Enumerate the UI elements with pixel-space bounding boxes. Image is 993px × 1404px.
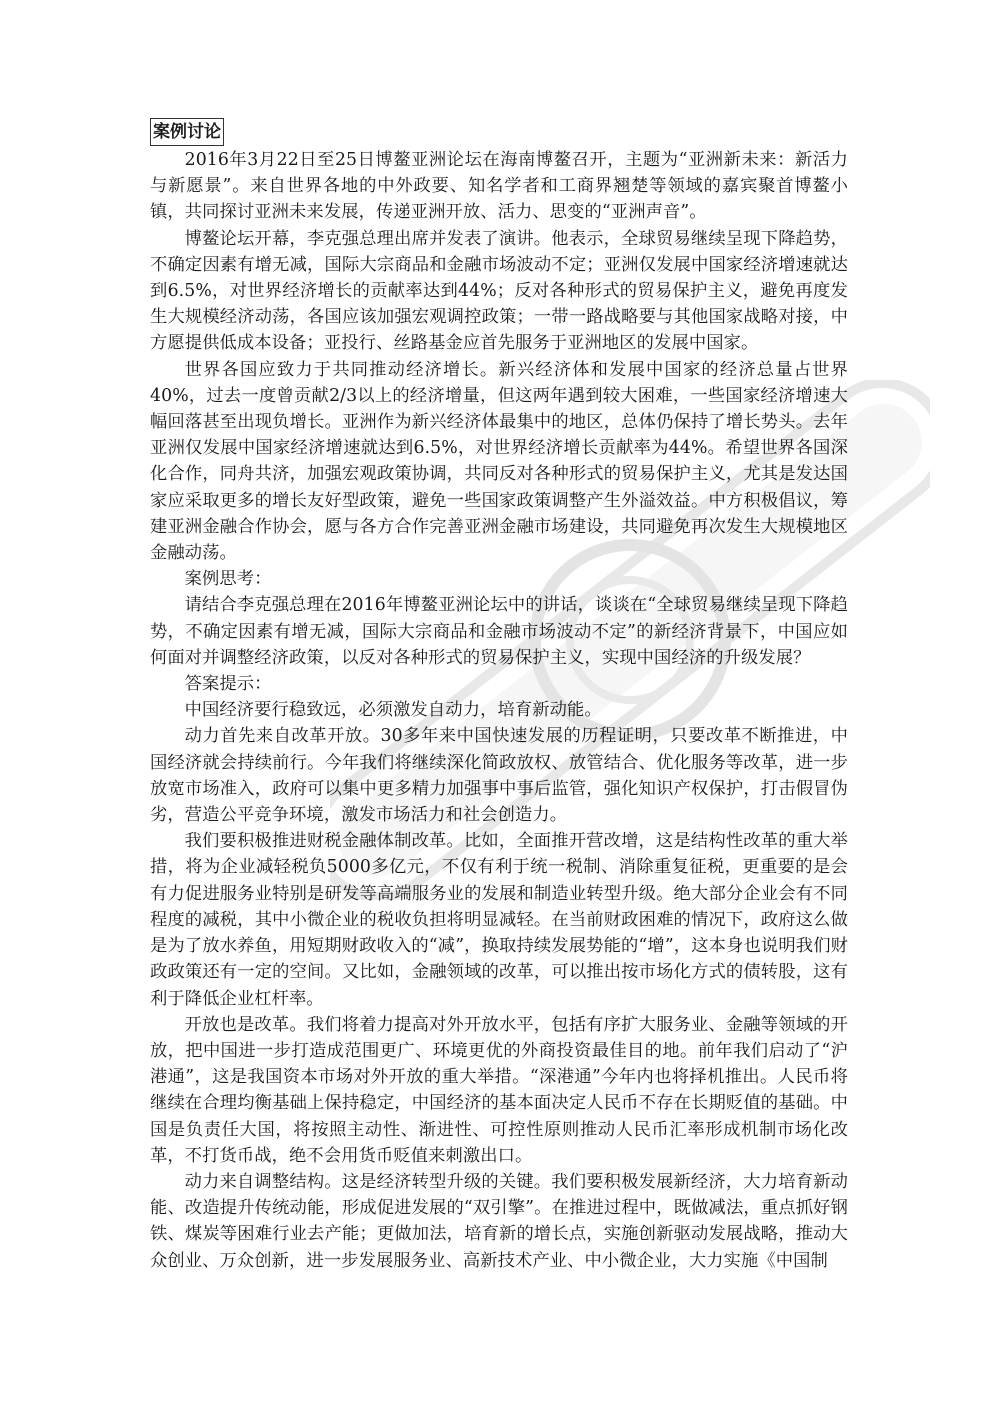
document-page <box>150 118 848 1274</box>
answer-summary: 中国经济要行稳致远，必须激发自动力，培育新动能。 <box>184 700 602 721</box>
paragraph-fiscal: 我们要积极推进财税金融体制改革。比如，全面推开营改增，这是结构性改革的重大举措，将为企业减轻税负5000多亿元，不仅有利于统一税制、消除重复征税，更重要的是会有力促进服务业特别是研发等高端服务业的发展和制造业转型升级。绝大部分企业会有不同程度的减税，其中小微企业的税收负担将明显减轻。在当前财政困难的情况下，政府这么做是为了放水养鱼，用短期财政收入的“减”，换取持续发展势能的“增”，这本身也说明我们财政政策还有一定的空间。又比如，金融领域的改革，可以推出按市场化方式的债转股，这有利于降低企业杠杆率。 <box>150 831 848 1009</box>
paragraph-speech: 博鳌论坛开幕，李克强总理出席并发表了演讲。他表示，全球贸易继续呈现下降趋势，不确定因素有增无减，国际大宗商品和金融市场波动不定；亚洲仅发展中国家经济增速就达到6.5%，对世界经济增长的贡献率达到44%；反对各种形式的贸易保护主义，避免再度发生大规模经济动荡，各国应该加强宏观调控政策；一带一路战略要与其他国家战略对接，中方愿提供低成本设备；亚投行、丝路基金应首先服务于亚洲地区的发展中国家。 <box>150 228 848 354</box>
case-question-label: 案例思考： <box>184 569 272 590</box>
paragraph-structure: 动力来自调整结构。这是经济转型升级的关键。我们要积极发展新经济，大力培育新动能、改造提升传统动能，形成促进发展的“双引擎”。在推进过程中，既做减法，重点抓好钢铁、煤炭等困难行业去产能；更做加法，培育新的增长点，实施创新驱动发展战略，推动大众创业、万众创新，进一步发展服务业、高新技术产业、中小微企业，大力实施《中国制 <box>150 1171 848 1271</box>
paragraph-opening: 开放也是改革。我们将着力提高对外开放水平，包括有序扩大服务业、金融等领域的开放，把中国进一步打造成范围更广、环境更优的外商投资最佳目的地。前年我们启动了“沪港通”，这是我国资本市场对外开放的重大举措。“深港通”今年内也将择机推出。人民币将继续在合理均衡基础上保持稳定，中国经济的基本面决定人民币不存在长期贬值的基础。中国是负责任大国，将按照主动性、渐进性、可控性原则推动人民币汇率形成机制市场化改革，不打货币战，绝不会用货币贬值来刺激出口。 <box>150 1014 848 1166</box>
section-heading: 案例讨论 <box>150 118 224 146</box>
paragraph-growth: 世界各国应致力于共同推动经济增长。新兴经济体和发展中国家的经济总量占世界40%，过去一度曾贡献2/3以上的经济增量，但这两年遇到较大困难，一些国家经济增速大幅回落甚至出现负增长。亚洲作为新兴经济体最集中的地区，总体仍保持了增长势头。去年亚洲仅发展中国家经济增速就达到6.5%，对世界经济增长贡献率为44%。希望世界各国深化合作，同舟共济，加强宏观政策协调，共同反对各种形式的贸易保护主义，尤其是发达国家应采取更多的增长友好型政策，避免一些国家政策调整产生外溢效益。中方积极倡议，筹建亚洲金融合作协会，愿与各方合作完善亚洲金融市场建设，共同避免再次发生大规模地区金融动荡。 <box>150 359 848 564</box>
case-question: 请结合李克强总理在2016年博鳌亚洲论坛中的讲话，谈谈在“全球贸易继续呈现下降趋势，不确定因素有增无减，国际大宗商品和金融市场波动不定”的新经济背景下，中国应如何面对并调整经济政策，以反对各种形式的贸易保护主义，实现中国经济的升级发展？ <box>150 595 848 668</box>
paragraph-intro: 2016年3月22日至25日博鳌亚洲论坛在海南博鳌召开，主题为“亚洲新未来：新活力与新愿景”。来自世界各地的中外政要、知名学者和工商界翘楚等领域的嘉宾聚首博鳌小镇，共同探讨亚洲未来发展，传递亚洲开放、活力、思变的“亚洲声音”。 <box>150 150 848 223</box>
paragraph-reform: 动力首先来自改革开放。30多年来中国快速发展的历程证明，只要改革不断推进，中国经济就会持续前行。今年我们将继续深化简政放权、放管结合、优化服务等改革，进一步放宽市场准入，政府可以集中更多精力加强事中事后监管，强化知识产权保护，打击假冒伪劣，营造公平竞争环境，激发市场活力和社会创造力。 <box>150 726 848 826</box>
answer-hint-label: 答案提示： <box>184 674 272 695</box>
